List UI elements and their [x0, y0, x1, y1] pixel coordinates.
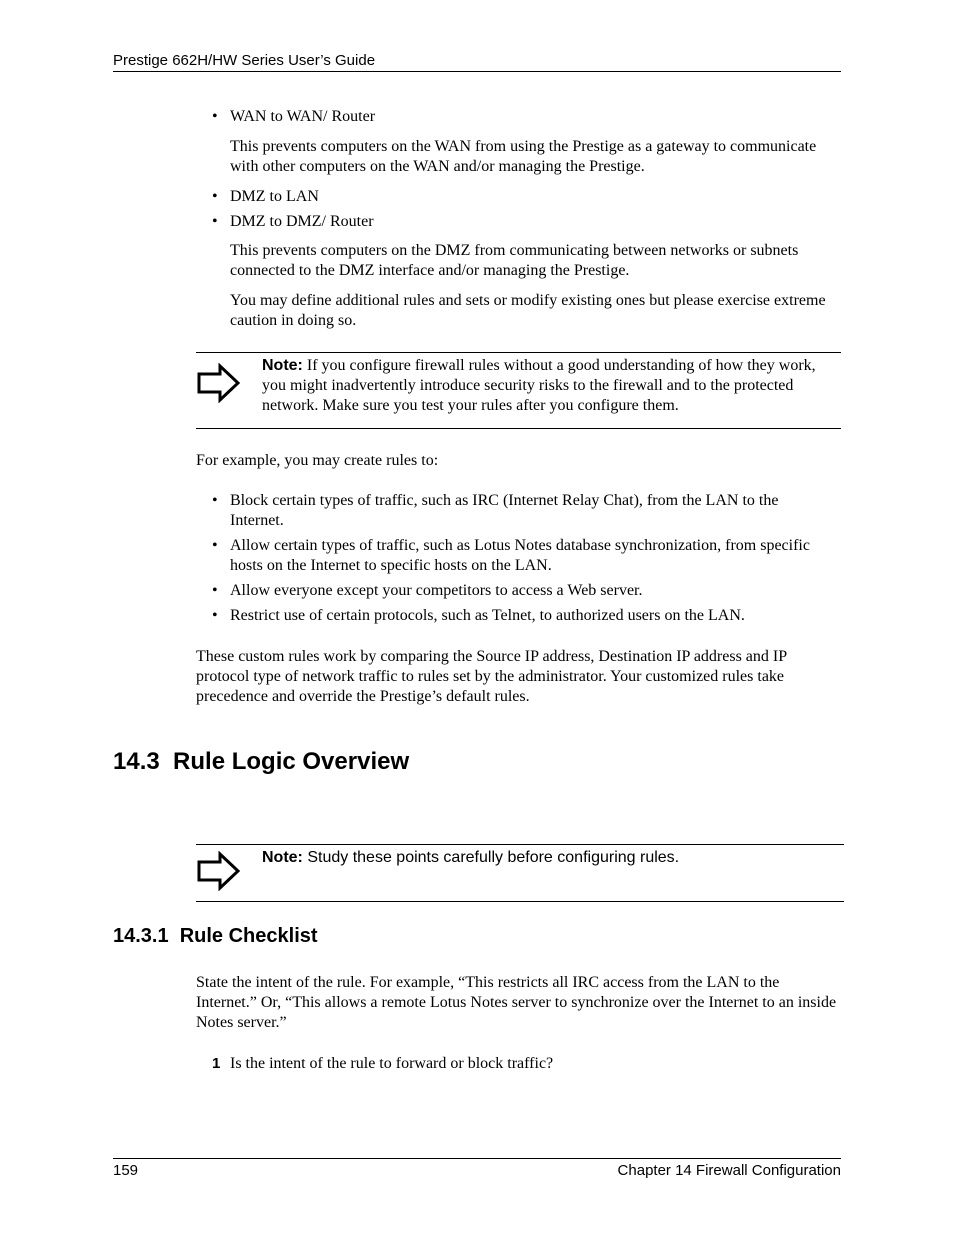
bullet-dot: • — [212, 108, 218, 125]
note-label: Note: — [262, 849, 303, 866]
note-text: Study these points carefully before configuring rules. — [307, 849, 680, 866]
note-box — [196, 352, 841, 429]
numbered-list-item: Is the intent of the rule to forward or block traffic? — [230, 1055, 554, 1072]
list-item: Allow everyone except your competitors to access a Web server. — [230, 582, 643, 599]
bullet-dot: • — [212, 492, 218, 509]
bullet-dot: • — [212, 582, 218, 599]
subsection-heading: 14.3.1 Rule Checklist — [113, 925, 318, 947]
paragraph-define-rules: You may define additional rules and sets or modify existing ones but please exercise extreme caution in doing so. — [230, 292, 826, 329]
note-text: If you configure firewall rules without a good understanding of how they work, you might inadvertently introduce security risks to the firewall and to the protected network. Make sure you test your rules after you configure them. — [262, 357, 816, 414]
header-divider — [113, 71, 841, 72]
bullet-dot: • — [212, 213, 218, 230]
list-item-dmz-to-lan: DMZ to LAN — [230, 188, 319, 205]
arrow-right-outline-icon — [196, 851, 242, 891]
paragraph-wan-explanation: This prevents computers on the WAN from using the Prestige as a gateway to communicate with other computers on the WAN and/or managing the Prestige. — [230, 138, 817, 175]
list-item: Block certain types of traffic, such as IRC (Internet Relay Chat), from the LAN to the Internet. — [230, 492, 779, 529]
page-number: 159 — [113, 1162, 139, 1179]
section-heading: 14.3 Rule Logic Overview — [113, 748, 410, 775]
arrow-right-outline-icon — [196, 363, 242, 403]
bullet-dot: • — [212, 188, 218, 205]
list-item-dmz-to-dmz: DMZ to DMZ/ Router — [230, 213, 374, 230]
list-item: Restrict use of certain protocols, such as Telnet, to authorized users on the LAN. — [230, 607, 745, 624]
footer-chapter-title: Chapter 14 Firewall Configuration — [617, 1162, 841, 1179]
list-number: 1 — [212, 1055, 221, 1072]
paragraph-dmz-explanation: This prevents computers on the DMZ from communicating between networks or subnets connected to the DMZ interface and/or managing the Prestige. — [230, 242, 799, 279]
note-content — [262, 848, 832, 868]
note-label: Note: — [262, 357, 303, 374]
paragraph-checklist-intro: State the intent of the rule. For example, “This restricts all IRC access from the LAN to the Internet.” Or, “This allows a remote Lotus Notes server to synchronize over the Internet to an inside Notes server.” — [196, 974, 837, 1031]
paragraph-custom-rules: These custom rules work by comparing the Source IP address, Destination IP address and IP protocol type of network traffic to rules set by the administrator. Your customized rules take precedence and override the Prestige’s default rules. — [196, 648, 787, 705]
note-content — [262, 356, 822, 416]
running-header-title: Prestige 662H/HW Series User’s Guide — [113, 52, 376, 69]
list-item-wan-to-wan: WAN to WAN/ Router — [230, 108, 376, 125]
paragraph-example-intro: For example, you may create rules to: — [196, 452, 439, 469]
bullet-dot: • — [212, 537, 218, 554]
note-box — [196, 844, 844, 902]
list-item: Allow certain types of traffic, such as Lotus Notes database synchronization, from specific hosts on the Internet to specific hosts on the LAN. — [230, 537, 810, 574]
bullet-dot: • — [212, 607, 218, 624]
footer-divider — [113, 1158, 841, 1159]
